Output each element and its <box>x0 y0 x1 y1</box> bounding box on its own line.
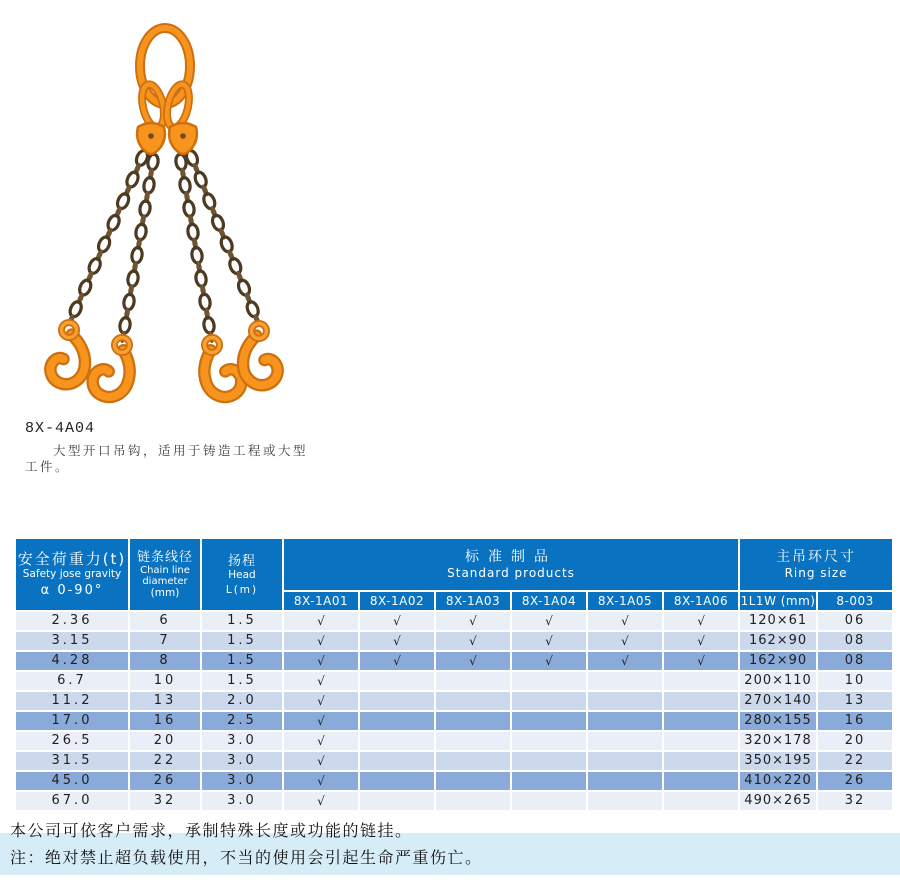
header-head-length-en: Head <box>228 568 256 581</box>
connector-left-icon <box>137 123 165 154</box>
cell-check-8x-1a01: √ <box>283 711 359 731</box>
cell-diameter: 6 <box>129 611 201 631</box>
cell-head: 3.0 <box>201 771 283 791</box>
cell-check-8x-1a05 <box>587 731 663 751</box>
hook-outer-left-icon <box>44 321 88 386</box>
cell-load: 45.0 <box>15 771 129 791</box>
hook-outer-right-icon <box>240 322 284 387</box>
cell-check-8x-1a03 <box>435 791 511 811</box>
cell-check-8x-1a04 <box>511 711 587 731</box>
cell-check-8x-1a05 <box>587 711 663 731</box>
table-row <box>15 671 893 691</box>
subheader-ring-code: 8-003 <box>817 591 893 611</box>
cell-check-8x-1a05: √ <box>587 611 663 631</box>
product-description-line1: 大型开口吊钩，适用于铸造工程或大型 <box>53 443 309 458</box>
cell-check-8x-1a02 <box>359 791 435 811</box>
subheader-model-8x-1a01: 8X-1A01 <box>283 591 359 611</box>
cell-ring-size: 270×140 <box>739 691 817 711</box>
cell-check-8x-1a04: √ <box>511 631 587 651</box>
cell-check-8x-1a05: √ <box>587 651 663 671</box>
header-head-length-unit: L(m) <box>225 583 259 596</box>
cell-check-8x-1a03 <box>435 751 511 771</box>
table-row <box>15 771 893 791</box>
product-description <box>25 443 365 475</box>
cell-check-8x-1a05 <box>587 771 663 791</box>
table-row <box>15 611 893 631</box>
cell-ring-size: 410×220 <box>739 771 817 791</box>
cell-diameter: 8 <box>129 651 201 671</box>
cell-head: 1.5 <box>201 611 283 631</box>
product-code: 8X-4A04 <box>25 420 96 437</box>
cell-check-8x-1a04 <box>511 691 587 711</box>
cell-check-8x-1a02: √ <box>359 631 435 651</box>
cell-load: 3.15 <box>15 631 129 651</box>
subheader-model-8x-1a06: 8X-1A06 <box>663 591 739 611</box>
footer-notes <box>0 817 900 871</box>
cell-head: 1.5 <box>201 631 283 651</box>
header-chain-diameter-zh: 链条线径 <box>136 550 193 565</box>
cell-ring-size: 162×90 <box>739 651 817 671</box>
cell-load: 11.2 <box>15 691 129 711</box>
cell-check-8x-1a01: √ <box>283 631 359 651</box>
spec-table-body <box>15 611 893 811</box>
cell-ring-code: 20 <box>817 731 893 751</box>
header-chain-diameter-en2: diameter <box>142 576 188 587</box>
header-standard-products-zh: 标准制品 <box>465 549 558 565</box>
cell-check-8x-1a05 <box>587 751 663 771</box>
cell-ring-size: 320×178 <box>739 731 817 751</box>
cell-head: 1.5 <box>201 651 283 671</box>
cell-head: 1.5 <box>201 671 283 691</box>
cell-load: 4.28 <box>15 651 129 671</box>
cell-ring-size: 490×265 <box>739 791 817 811</box>
cell-diameter: 22 <box>129 751 201 771</box>
header-safety-load-angle: α 0-90° <box>40 583 104 598</box>
cell-check-8x-1a03: √ <box>435 611 511 631</box>
cell-check-8x-1a01: √ <box>283 791 359 811</box>
cell-load: 6.7 <box>15 671 129 691</box>
cell-check-8x-1a06 <box>663 751 739 771</box>
cell-check-8x-1a01: √ <box>283 731 359 751</box>
chain-leg-icon <box>119 153 159 343</box>
cell-check-8x-1a01: √ <box>283 611 359 631</box>
header-safety-load-zh: 安全荷重力(t) <box>17 550 127 568</box>
subheader-model-8x-1a04: 8X-1A04 <box>511 591 587 611</box>
hook-inner-left-icon <box>91 334 135 399</box>
cell-check-8x-1a06 <box>663 711 739 731</box>
cell-check-8x-1a06 <box>663 731 739 751</box>
header-standard-products-group <box>283 538 739 591</box>
note-custom-orders: 本公司可依客户需求，承制特殊长度或功能的链挂。 <box>10 821 413 840</box>
cell-ring-code: 16 <box>817 711 893 731</box>
hook-inner-right-icon <box>199 334 243 399</box>
cell-ring-code: 32 <box>817 791 893 811</box>
cell-ring-code: 22 <box>817 751 893 771</box>
cell-check-8x-1a04 <box>511 791 587 811</box>
cell-check-8x-1a02: √ <box>359 611 435 631</box>
cell-load: 17.0 <box>15 711 129 731</box>
master-link-icon <box>140 28 190 104</box>
cell-ring-size: 162×90 <box>739 631 817 651</box>
cell-check-8x-1a03 <box>435 711 511 731</box>
cell-check-8x-1a04 <box>511 671 587 691</box>
cell-diameter: 32 <box>129 791 201 811</box>
cell-check-8x-1a02 <box>359 751 435 771</box>
header-head-length-zh: 扬程 <box>227 553 256 569</box>
cell-check-8x-1a02 <box>359 691 435 711</box>
cell-check-8x-1a03 <box>435 771 511 791</box>
cell-check-8x-1a05: √ <box>587 631 663 651</box>
cell-ring-code: 06 <box>817 611 893 631</box>
cell-check-8x-1a06: √ <box>663 651 739 671</box>
product-image-chain-sling <box>28 20 318 415</box>
cell-load: 2.36 <box>15 611 129 631</box>
cell-head: 3.0 <box>201 751 283 771</box>
cell-check-8x-1a03 <box>435 671 511 691</box>
cell-check-8x-1a02 <box>359 731 435 751</box>
table-row <box>15 751 893 771</box>
cell-check-8x-1a04: √ <box>511 651 587 671</box>
cell-head: 3.0 <box>201 791 283 811</box>
subheader-model-8x-1a02: 8X-1A02 <box>359 591 435 611</box>
cell-check-8x-1a06 <box>663 671 739 691</box>
product-description-line2: 工件。 <box>25 459 71 474</box>
cell-load: 31.5 <box>15 751 129 771</box>
header-chain-diameter-en1: Chain line <box>140 565 190 576</box>
cell-check-8x-1a01: √ <box>283 751 359 771</box>
cell-check-8x-1a01: √ <box>283 651 359 671</box>
cell-check-8x-1a04 <box>511 771 587 791</box>
cell-check-8x-1a03: √ <box>435 651 511 671</box>
cell-check-8x-1a02 <box>359 771 435 791</box>
subheader-ring-dimensions: 1L1W (mm) <box>739 591 817 611</box>
cell-check-8x-1a05 <box>587 671 663 691</box>
cell-ring-code: 26 <box>817 771 893 791</box>
cell-check-8x-1a04 <box>511 731 587 751</box>
cell-check-8x-1a03: √ <box>435 631 511 651</box>
header-standard-products-en: Standard products <box>447 566 575 580</box>
cell-ring-size: 200×110 <box>739 671 817 691</box>
cell-diameter: 13 <box>129 691 201 711</box>
header-ring-size-zh: 主吊环尺寸 <box>776 549 857 565</box>
cell-check-8x-1a03 <box>435 691 511 711</box>
subheader-model-8x-1a03: 8X-1A03 <box>435 591 511 611</box>
spec-table <box>14 537 894 812</box>
cell-ring-size: 280×155 <box>739 711 817 731</box>
header-safety-load <box>15 538 129 611</box>
cell-check-8x-1a06 <box>663 691 739 711</box>
cell-check-8x-1a01: √ <box>283 671 359 691</box>
cell-check-8x-1a02 <box>359 671 435 691</box>
cell-check-8x-1a01: √ <box>283 771 359 791</box>
header-chain-diameter-unit: (mm) <box>150 587 180 599</box>
cell-diameter: 20 <box>129 731 201 751</box>
cell-head: 3.0 <box>201 731 283 751</box>
header-ring-size-group <box>739 538 893 591</box>
cell-load: 26.5 <box>15 731 129 751</box>
connector-right-icon <box>169 123 197 154</box>
cell-check-8x-1a02 <box>359 711 435 731</box>
cell-diameter: 26 <box>129 771 201 791</box>
cell-ring-code: 10 <box>817 671 893 691</box>
cell-load: 67.0 <box>15 791 129 811</box>
header-safety-load-en: Safety jose gravity <box>22 568 122 580</box>
cell-diameter: 10 <box>129 671 201 691</box>
cell-diameter: 7 <box>129 631 201 651</box>
cell-head: 2.0 <box>201 691 283 711</box>
cell-check-8x-1a04 <box>511 751 587 771</box>
cell-check-8x-1a05 <box>587 791 663 811</box>
cell-ring-code: 08 <box>817 651 893 671</box>
cell-check-8x-1a04: √ <box>511 611 587 631</box>
cell-ring-size: 350×195 <box>739 751 817 771</box>
header-chain-diameter <box>129 538 201 611</box>
header-ring-size-en: Ring size <box>784 566 848 580</box>
table-row <box>15 731 893 751</box>
cell-ring-size: 120×61 <box>739 611 817 631</box>
cell-check-8x-1a05 <box>587 691 663 711</box>
table-row <box>15 691 893 711</box>
cell-check-8x-1a02: √ <box>359 651 435 671</box>
table-row <box>15 651 893 671</box>
cell-check-8x-1a06: √ <box>663 611 739 631</box>
cell-check-8x-1a06: √ <box>663 631 739 651</box>
cell-check-8x-1a01: √ <box>283 691 359 711</box>
table-row <box>15 711 893 731</box>
cell-check-8x-1a06 <box>663 791 739 811</box>
table-row <box>15 631 893 651</box>
cell-head: 2.5 <box>201 711 283 731</box>
cell-ring-code: 08 <box>817 631 893 651</box>
subheader-model-8x-1a05: 8X-1A05 <box>587 591 663 611</box>
cell-check-8x-1a06 <box>663 771 739 791</box>
cell-check-8x-1a03 <box>435 731 511 751</box>
cell-diameter: 16 <box>129 711 201 731</box>
header-head-length <box>201 538 283 611</box>
note-warning: 注：绝对禁止超负载使用，不当的使用会引起生命严重伤亡。 <box>10 848 483 867</box>
cell-ring-code: 13 <box>817 691 893 711</box>
table-row <box>15 791 893 811</box>
